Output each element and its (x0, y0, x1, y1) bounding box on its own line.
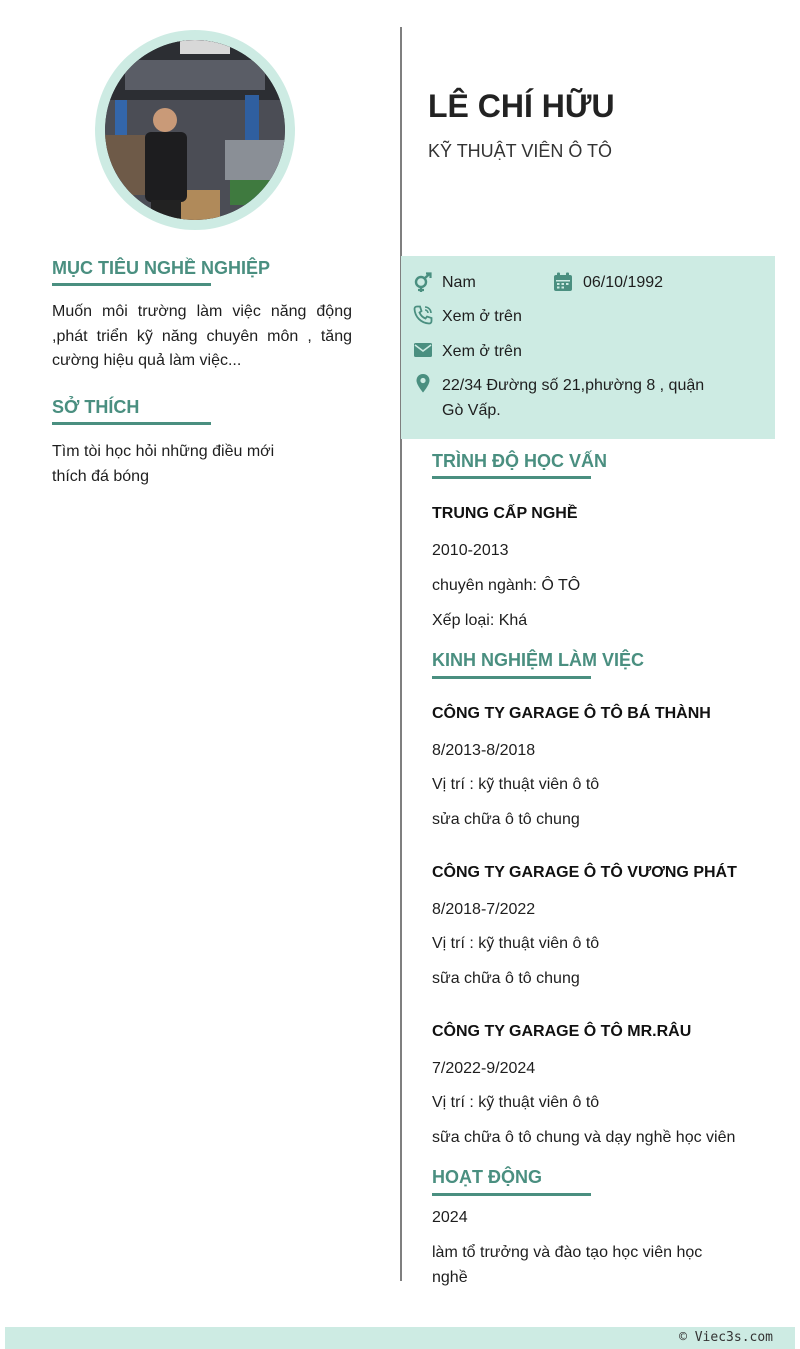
job-period: 7/2022-9/2024 (432, 1060, 536, 1077)
candidate-name: LÊ CHÍ HỮU (428, 88, 615, 124)
email-value: Xem ở trên (442, 343, 522, 360)
hobby-item: thích đá bóng (52, 468, 149, 485)
education-school: TRUNG CẤP NGHỀ (432, 505, 578, 522)
hobby-item: Tìm tòi học hỏi những điều mới (52, 443, 275, 460)
education-period: 2010-2013 (432, 542, 509, 559)
education-heading: TRÌNH ĐỘ HỌC VẤN (432, 451, 607, 471)
birthday-value: 06/10/1992 (583, 274, 664, 291)
avatar (95, 30, 295, 230)
address-line-2: Gò Vấp. (442, 402, 501, 419)
job-company: CÔNG TY GARAGE Ô TÔ MR.RÂU (432, 1023, 692, 1040)
job-period: 8/2013-8/2018 (432, 742, 536, 759)
experience-heading-underline (432, 676, 591, 679)
job-duty: sửa chữa ô tô chung (432, 811, 580, 828)
education-major: chuyên ngành: Ô TÔ (432, 577, 581, 594)
activities-heading: HOẠT ĐỘNG (432, 1167, 542, 1187)
footer-credit: © Viec3s.com (679, 1330, 773, 1345)
activities-heading-underline (432, 1193, 591, 1196)
job-duty: sữa chữa ô tô chung và dạy nghề học viên (432, 1129, 736, 1146)
address-line-1: 22/34 Đường số 21,phường 8 , quận (442, 377, 705, 394)
gender-value: Nam (442, 274, 476, 291)
job-title: KỸ THUẬT VIÊN Ô TÔ (428, 141, 613, 161)
job-position: Vị trí : kỹ thuật viên ô tô (432, 935, 600, 952)
gender-icon (413, 272, 433, 292)
job-company: CÔNG TY GARAGE Ô TÔ BÁ THÀNH (432, 705, 711, 722)
column-divider (400, 27, 402, 1281)
experience-heading: KINH NGHIỆM LÀM VIỆC (432, 650, 645, 670)
activity-year: 2024 (432, 1209, 468, 1226)
calendar-icon (553, 272, 573, 292)
phone-value: Xem ở trên (442, 308, 522, 325)
hobbies-heading-underline (52, 422, 211, 425)
education-heading-underline (432, 476, 591, 479)
job-duty: sữa chữa ô tô chung (432, 970, 580, 987)
hobbies-heading: SỞ THÍCH (52, 397, 140, 417)
contact-info-panel (401, 256, 775, 439)
mail-icon (413, 340, 433, 360)
job-period: 8/2018-7/2022 (432, 901, 536, 918)
profile-photo (105, 40, 285, 220)
education-grade: Xếp loại: Khá (432, 612, 528, 629)
footer-bar (5, 1327, 795, 1349)
job-position: Vị trí : kỹ thuật viên ô tô (432, 1094, 600, 1111)
job-position: Vị trí : kỹ thuật viên ô tô (432, 776, 600, 793)
job-company: CÔNG TY GARAGE Ô TÔ VƯƠNG PHÁT (432, 864, 737, 881)
objective-text: Muốn môi trường làm việc năng động ,phát triển kỹ năng chuyên môn , tăng cường hiệu quả làm việc... (52, 303, 352, 369)
activity-text: làm tổ trưởng và đào tạo học viên học nghề (432, 1244, 703, 1286)
objective-heading: MỤC TIÊU NGHỀ NGHIỆP (52, 258, 271, 278)
objective-heading-underline (52, 283, 211, 286)
phone-icon (413, 305, 433, 325)
location-icon (413, 373, 433, 393)
